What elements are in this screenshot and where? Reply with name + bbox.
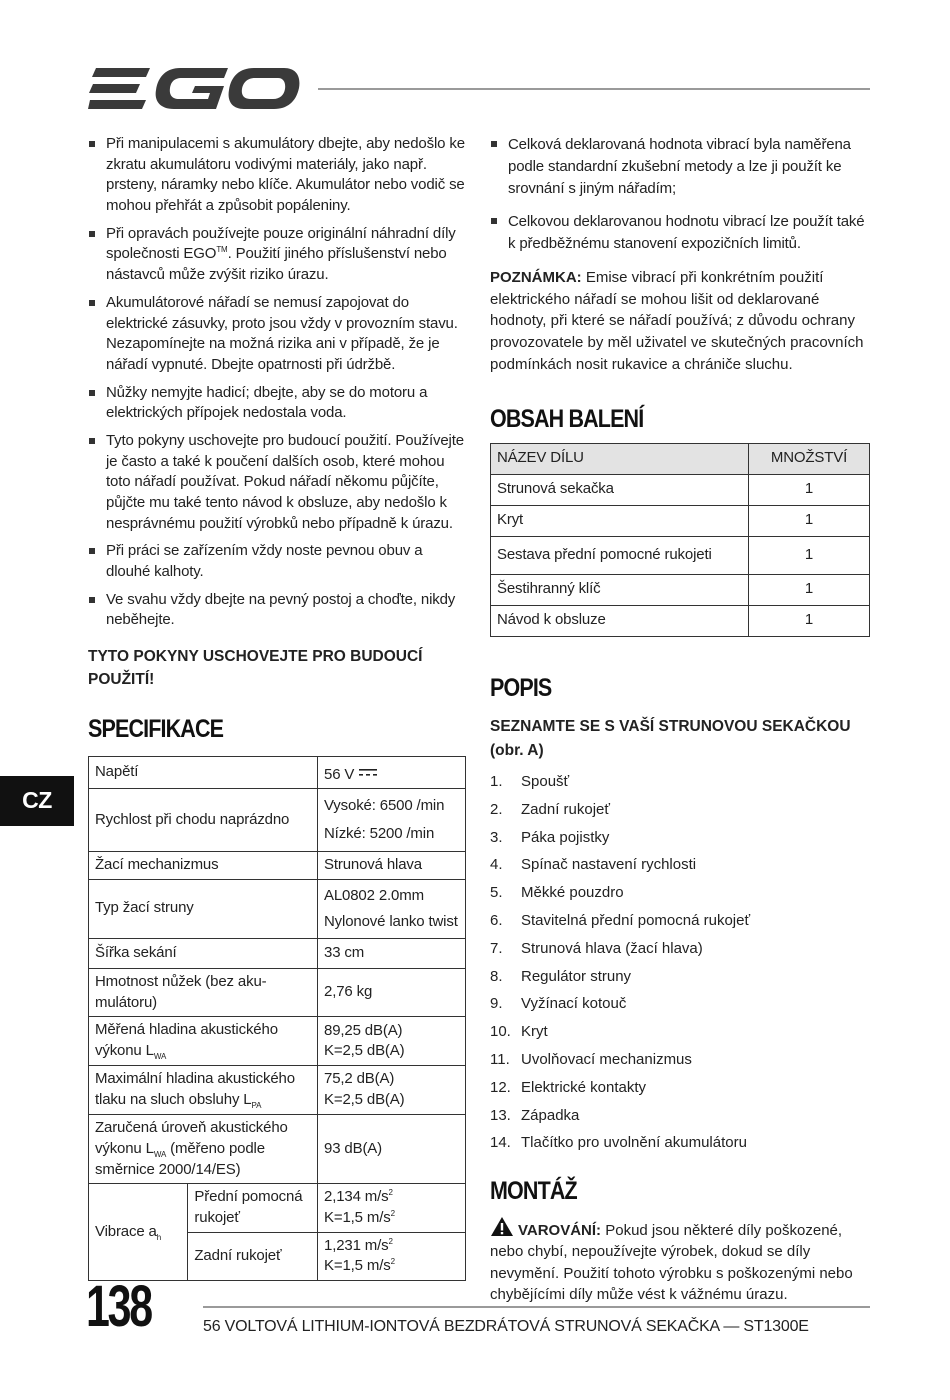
spec-value: Vysoké: 6500 /min Nízké: 5200 /min: [318, 789, 466, 852]
bullet-item: Při manipulacemi s akumulátory dbejte, aby nedošlo ke zkratu akumulátoru vodivými materiály, jako např. prsteny, náramky nebo klíče. Akumulátor nebo vodič se mohou přehřát a způsobit popáleniny.: [88, 134, 466, 217]
spec-label: Žací mechanizmus: [89, 851, 318, 879]
spec-row-cutting-width: [89, 939, 466, 969]
package-item-qty: 1: [749, 536, 870, 574]
spec-label: Hmotnost nůžek (bez aku-mulátoru): [89, 969, 318, 1017]
package-item-name: Kryt: [491, 505, 749, 536]
package-item-qty: 1: [749, 505, 870, 536]
description-title: POPIS: [490, 673, 552, 702]
spec-value: 93 dB(A): [318, 1114, 466, 1183]
language-tab: CZ: [0, 776, 74, 826]
spec-label: Napětí: [89, 756, 318, 789]
dc-symbol-icon: [358, 768, 378, 778]
spec-row-mechanism: [89, 851, 466, 879]
package-header-row: [491, 443, 870, 474]
spec-label: Rychlost při chodu naprázdno: [89, 789, 318, 852]
parts-list-item: 11. Uvolňovací mechanizmus: [490, 1051, 692, 1069]
spec-label: Maximální hladina akustického tlaku na sluch obsluhy $L_{PA}$: [89, 1066, 318, 1115]
description-subheading: SEZNAMTE SE S VAŠÍ STRUNOVOU SEKAČKOU (obr. A): [490, 717, 851, 759]
bullet-item: Akumulátorové nářadí se nemusí zapojovat do elektrické zásuvky, proto jsou vždy v provozním stavu. Nezapomínejte na možná rizika ani v případě, že je nářadí vypnuté. Dbejte opatrnosti při údržbě.: [88, 293, 466, 376]
parts-list-item: 13. Západka: [490, 1106, 580, 1124]
package-row: [491, 536, 870, 574]
parts-list-item: 14. Tlačítko pro uvolnění akumulátoru: [490, 1134, 747, 1152]
package-item-qty: 1: [749, 574, 870, 605]
vibration-bullets: [490, 134, 870, 255]
spec-value: 1,231 $m/s^2$ K=1,5 $m/s^2$: [318, 1232, 466, 1280]
spec-row-voltage: [89, 756, 466, 789]
parts-list-item: 10. Kryt: [490, 1023, 548, 1041]
spec-row-vibration-front: [89, 1184, 466, 1232]
package-item-name: Strunová sekačka: [491, 474, 749, 505]
spec-label: Zaručená úroveň akustického výkonu $L_{WA}$ (měřeno podle směrnice 2000/14/ES): [89, 1114, 318, 1183]
spec-table: [88, 756, 466, 1281]
spec-value: 2,76 kg: [318, 969, 466, 1017]
spec-sublabel: Přední pomocná rukojeť: [188, 1184, 318, 1232]
safety-bullets: [88, 134, 466, 631]
warning-triangle-icon: [490, 1216, 514, 1237]
footer-title: 56 VOLTOVÁ LITHIUM-IONTOVÁ BEZDRÁTOVÁ STRUNOVÁ SEKAČKA — ST1300E: [203, 1318, 809, 1335]
spec-value: 2,134 $m/s^2$ K=1,5 $m/s^2$: [318, 1184, 466, 1232]
bullet-item-repair: Při opravách používejte pouze originální náhradní díly společnosti EGO™. Použití jiného příslušenství nebo nástavců může zvýšit riziko úrazu.: [88, 224, 466, 286]
spec-value: 89,25 dB(A) K=2,5 dB(A): [318, 1017, 466, 1066]
ego-logo: [88, 64, 300, 114]
parts-list-item: 4. Spínač nastavení rychlosti: [490, 856, 697, 874]
spec-row-weight: [89, 969, 466, 1017]
spec-value: 33 cm: [318, 939, 466, 969]
spec-value: 56 V: [318, 756, 466, 789]
spec-title: SPECIFIKACE: [88, 714, 224, 743]
spec-sublabel: Zadní rukojeť: [188, 1232, 318, 1280]
package-item-name: Návod k obsluze: [491, 605, 749, 636]
package-item-qty: 1: [749, 605, 870, 636]
bullet-item: Nůžky nemyjte hadicí; dbejte, aby se do motoru a elektrických přípojek nedostala voda.: [88, 383, 466, 424]
left-column: [88, 134, 466, 1281]
bullet-item: Celková deklarovaná hodnota vibrací byla naměřena podle standardní zkušební metody a lze ji použít ke srovnání s jiným nářadím;: [490, 134, 870, 199]
bullet-item: Při práci se zařízením vždy noste pevnou obuv a dlouhé kalhoty.: [88, 541, 466, 582]
warning-paragraph: VAROVÁNÍ: Pokud jsou některé díly poškozené, nebo chybí, nepoužívejte výrobek, dokud se díly nevymění. Použití tohoto výrobku s poškozenými nebo chybějícími díly může vést k vážnému úrazu.: [490, 1216, 870, 1306]
spec-label: Typ žací struny: [89, 879, 318, 939]
bullet-item: Celkovou deklarovanou hodnotu vibrací lze použít také k předběžnému stanovení expozičních limitů.: [490, 211, 870, 255]
page-number: 138: [86, 1274, 151, 1339]
spec-label: Vibrace $a_h$: [89, 1184, 188, 1281]
parts-list-item: 6. Stavitelná přední pomocná rukojeť: [490, 912, 751, 930]
parts-list-item: 8. Regulátor struny: [490, 967, 632, 985]
package-item-name: Sestava přední pomocné rukojeti: [491, 536, 749, 574]
parts-list-item: 9. Vyžínací kotouč: [490, 995, 627, 1013]
spec-row-line-type: [89, 879, 466, 939]
package-header-qty: MNOŽSTVÍ: [749, 443, 870, 474]
bullet-item: Tyto pokyny uschovejte pro budoucí použití. Používejte je často a také k poučení dalších osob, které mohou toto nářadí používat. Pokud nářadí někomu půjčíte, půjčte mu také tento návod k obsluze, aby nedošlo k nesprávnému použití výrobků nebo případně k úrazu.: [88, 431, 466, 534]
parts-list-item: 12. Elektrické kontakty: [490, 1078, 647, 1096]
spec-value: AL0802 2.0mm Nylonové lanko twist: [318, 879, 466, 939]
parts-list-item: 7. Strunová hlava (žací hlava): [490, 939, 703, 957]
spec-value: Strunová hlava: [318, 851, 466, 879]
header-rule: [318, 88, 870, 90]
package-item-qty: 1: [749, 474, 870, 505]
package-row: [491, 574, 870, 605]
package-title: OBSAH BALENÍ: [490, 404, 644, 433]
footer-rule: [203, 1306, 870, 1308]
warning-label: VAROVÁNÍ:: [518, 1221, 602, 1239]
package-row: [491, 505, 870, 536]
bullet-item: Ve svahu vždy dbejte na pevný postoj a choďte, nikdy neběhejte.: [88, 590, 466, 631]
parts-list-item: 3. Páka pojistky: [490, 828, 610, 846]
spec-row-lpa: [89, 1066, 466, 1115]
note-paragraph: POZNÁMKA: Emise vibrací při konkrétním použití elektrického nářadí se mohou lišit od deklarované hodnoty, při které se nářadí používá; z důvodu ochrany provozovatele by měl uživatel ve skutečných pracovních podmínkách nosit rukavice a chrániče sluchu.: [490, 268, 864, 373]
parts-list-item: 2. Zadní rukojeť: [490, 800, 611, 818]
keep-instructions-notice: TYTO POKYNY USCHOVEJTE PRO BUDOUCÍ POUŽITÍ!: [88, 648, 423, 689]
spec-row-lwa: [89, 1017, 466, 1066]
package-header-name: NÁZEV DÍLU: [491, 443, 749, 474]
right-column: [490, 134, 870, 1305]
parts-list-item: 1. Spoušť: [490, 773, 570, 791]
package-table: [490, 443, 870, 637]
parts-list-item: 5. Měkké pouzdro: [490, 884, 624, 902]
spec-label: Šířka sekání: [89, 939, 318, 969]
parts-list: [490, 769, 870, 1158]
package-row: [491, 474, 870, 505]
package-item-name: Šestihranný klíč: [491, 574, 749, 605]
note-label: POZNÁMKA:: [490, 268, 582, 286]
spec-value: 75,2 dB(A) K=2,5 dB(A): [318, 1066, 466, 1115]
spec-row-guaranteed-power: [89, 1114, 466, 1183]
assembly-title: MONTÁŽ: [490, 1176, 577, 1205]
spec-row-speed: [89, 789, 466, 852]
spec-label: Měřená hladina akustického výkonu $L_{WA}$: [89, 1017, 318, 1066]
package-row: [491, 605, 870, 636]
